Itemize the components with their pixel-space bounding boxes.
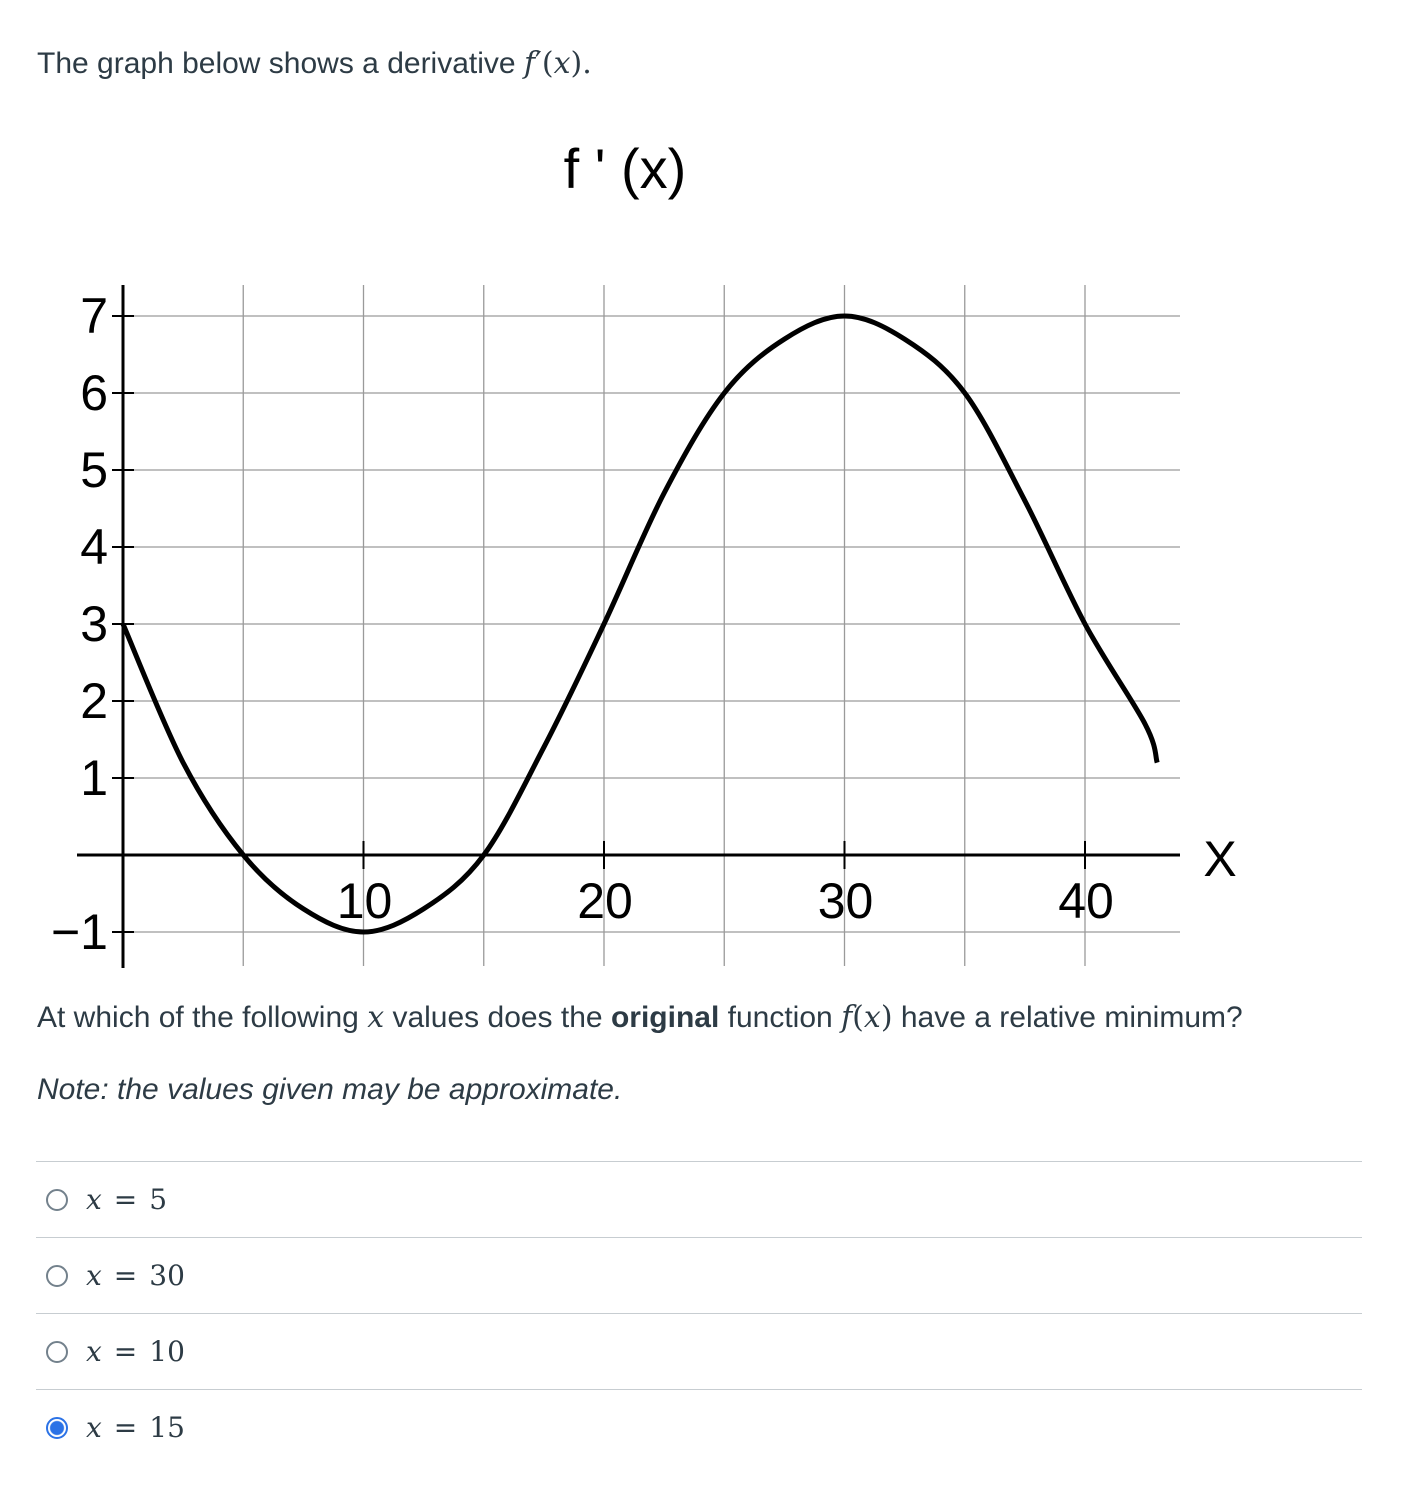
y-tick-label: 3 <box>80 596 108 652</box>
x-tick-label: 40 <box>1058 873 1114 929</box>
y-tick-label: 4 <box>80 519 108 575</box>
answer-option-4[interactable] <box>36 1390 1362 1465</box>
chart-title: f ' (x) <box>563 137 687 200</box>
x-tick-label: 20 <box>577 873 633 929</box>
radio-button[interactable] <box>46 1265 68 1287</box>
question-paren-close: ) <box>880 1000 893 1035</box>
question-paren-open: ( <box>852 1000 864 1035</box>
question-part2: values does the <box>392 1001 603 1034</box>
radio-button-selected[interactable] <box>46 1417 68 1439</box>
intro-label: The graph below shows a derivative <box>37 47 516 80</box>
answer-label: x = 10 <box>86 1335 185 1368</box>
answer-label: x = 30 <box>86 1259 185 1292</box>
x-axis-label: X <box>1203 831 1237 887</box>
y-tick-label: 1 <box>80 750 108 806</box>
y-tick-label: 5 <box>80 442 108 498</box>
intro-text <box>37 42 592 86</box>
x-tick-label: 30 <box>817 873 874 929</box>
answer-option-3[interactable] <box>36 1314 1362 1390</box>
intro-var: x <box>553 46 571 81</box>
question-func: f <box>841 1000 853 1035</box>
answer-list <box>36 1161 1362 1465</box>
question-func-var: x <box>863 1000 881 1035</box>
radio-button[interactable] <box>46 1189 68 1211</box>
radio-button[interactable] <box>46 1341 68 1363</box>
answer-label: x = 5 <box>86 1183 168 1216</box>
intro-prime: ′ <box>535 46 542 81</box>
question-text <box>37 996 1243 1040</box>
grid-lines <box>123 285 1180 966</box>
note-text: Note: the values given may be approximate. <box>37 1073 623 1106</box>
derivative-graph <box>0 100 1402 980</box>
intro-func: f <box>523 46 536 81</box>
y-tick-label: 2 <box>80 673 108 729</box>
question-var: x <box>367 1000 385 1035</box>
intro-paren-close: ). <box>570 46 592 81</box>
answer-option-2[interactable] <box>36 1238 1362 1314</box>
question-bold: original <box>610 1001 720 1034</box>
answer-label: x = 15 <box>86 1411 185 1444</box>
y-tick-label: 6 <box>80 365 108 421</box>
answer-option-1[interactable] <box>36 1162 1362 1238</box>
x-tick-label: 10 <box>336 873 393 929</box>
axes <box>77 285 1180 968</box>
intro-paren-open: ( <box>541 46 554 81</box>
question-part4: have a relative minimum? <box>900 1001 1243 1034</box>
question-part3: function <box>727 1001 833 1034</box>
y-tick-label: 7 <box>80 288 108 344</box>
question-part1: At which of the following <box>37 1001 359 1034</box>
y-tick-label: −1 <box>50 904 108 960</box>
